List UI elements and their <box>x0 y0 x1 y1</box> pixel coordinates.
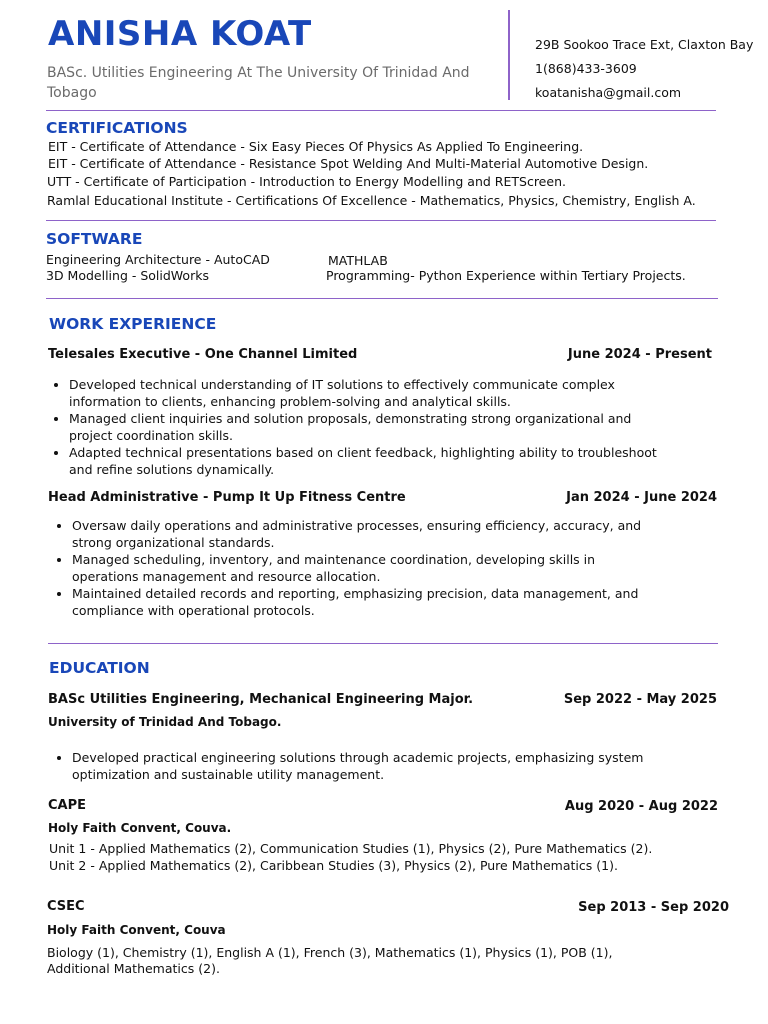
certification-item: EIT - Certificate of Attendance - Six Easy Pieces Of Physics As Applied To Engineering. <box>48 139 584 154</box>
cape-title: CAPE <box>48 798 87 813</box>
divider <box>46 220 716 221</box>
software-item: Programming- Python Experience within Tertiary Projects. <box>326 268 686 283</box>
certifications-heading: CERTIFICATIONS <box>46 119 188 137</box>
job-bullet: • Managed client inquiries and solution proposals, demonstrating strong organizational and project coordination skills. <box>69 410 659 444</box>
contact-address: 29B Sookoo Trace Ext, Claxton Bay <box>535 37 754 52</box>
divider <box>46 110 716 111</box>
job-bullet: • Developed technical understanding of IT solutions to effectively communicate complex information to clients, enhancing problem-solving and analytical skills. <box>69 376 659 410</box>
job-dates: June 2024 - Present <box>567 347 712 362</box>
csec-school: Holy Faith Convent, Couva <box>47 923 226 937</box>
certification-item: Ramlal Educational Institute - Certifications Of Excellence - Mathematics, Physics, Chemistry, English A. <box>47 193 696 208</box>
divider <box>46 298 718 299</box>
certification-item: UTT - Certificate of Participation - Introduction to Energy Modelling and RETScreen. <box>47 174 566 189</box>
contact-email: koatanisha@gmail.com <box>535 85 682 100</box>
job-bullets <box>50 517 662 619</box>
job-title: Head Administrative - Pump It Up Fitness Centre <box>48 490 406 505</box>
tagline: BASc. Utilities Engineering At The University Of Trinidad And Tobago <box>47 65 470 101</box>
degree-school: University of Trinidad And Tobago. <box>48 715 282 729</box>
job-bullet: • Managed scheduling, inventory, and maintenance coordination, developing skills in operations management and resource allocation. <box>72 551 662 585</box>
degree-bullet: • Developed practical engineering solutions through academic projects, emphasizing system optimization and sustainable utility management. <box>72 749 662 783</box>
degree-dates: Sep 2022 - May 2025 <box>563 692 717 707</box>
csec-dates: Sep 2013 - Sep 2020 <box>578 900 729 915</box>
software-heading: SOFTWARE <box>46 230 143 248</box>
job-bullets <box>47 376 659 478</box>
header-divider <box>508 10 510 100</box>
cape-unit-2: Unit 2 - Applied Mathematics (2), Caribbean Studies (3), Physics (2), Pure Mathematics (1). <box>49 858 618 873</box>
degree-title: BASc Utilities Engineering, Mechanical Engineering Major. <box>48 692 474 707</box>
degree-bullets <box>50 749 662 783</box>
software-item: MATHLAB <box>328 253 388 268</box>
contact-phone: 1(868)433-3609 <box>535 61 637 76</box>
cape-dates: Aug 2020 - Aug 2022 <box>564 799 718 814</box>
csec-subjects: Additional Mathematics (2). <box>47 961 220 976</box>
job-bullet: • Adapted technical presentations based on client feedback, highlighting ability to troubleshoot and refine solutions dynamically. <box>69 444 659 478</box>
cape-unit-1: Unit 1 - Applied Mathematics (2), Communication Studies (1), Physics (2), Pure Mathematics (2). <box>49 841 653 856</box>
job-title: Telesales Executive - One Channel Limited <box>48 347 358 362</box>
divider <box>48 643 718 644</box>
job-dates: Jan 2024 - June 2024 <box>566 490 717 505</box>
software-item: Engineering Architecture - AutoCAD <box>46 252 270 267</box>
job-bullet: • Maintained detailed records and reporting, emphasizing precision, data management, and compliance with operational protocols. <box>72 585 662 619</box>
job-bullet: • Oversaw daily operations and administrative processes, ensuring efficiency, accuracy, and strong organizational standards. <box>72 517 662 551</box>
education-heading: EDUCATION <box>49 659 150 677</box>
csec-title: CSEC <box>47 899 85 914</box>
csec-subjects: Biology (1), Chemistry (1), English A (1), French (3), Mathematics (1), Physics (1), POB (1), <box>47 945 613 960</box>
cape-school: Holy Faith Convent, Couva. <box>48 821 232 835</box>
applicant-name: ANISHA KOAT <box>48 14 312 54</box>
certification-item: EIT - Certificate of Attendance - Resistance Spot Welding And Multi-Material Automotive Design. <box>48 156 649 171</box>
work-experience-heading: WORK EXPERIENCE <box>49 315 217 333</box>
software-item: 3D Modelling - SolidWorks <box>46 268 209 283</box>
